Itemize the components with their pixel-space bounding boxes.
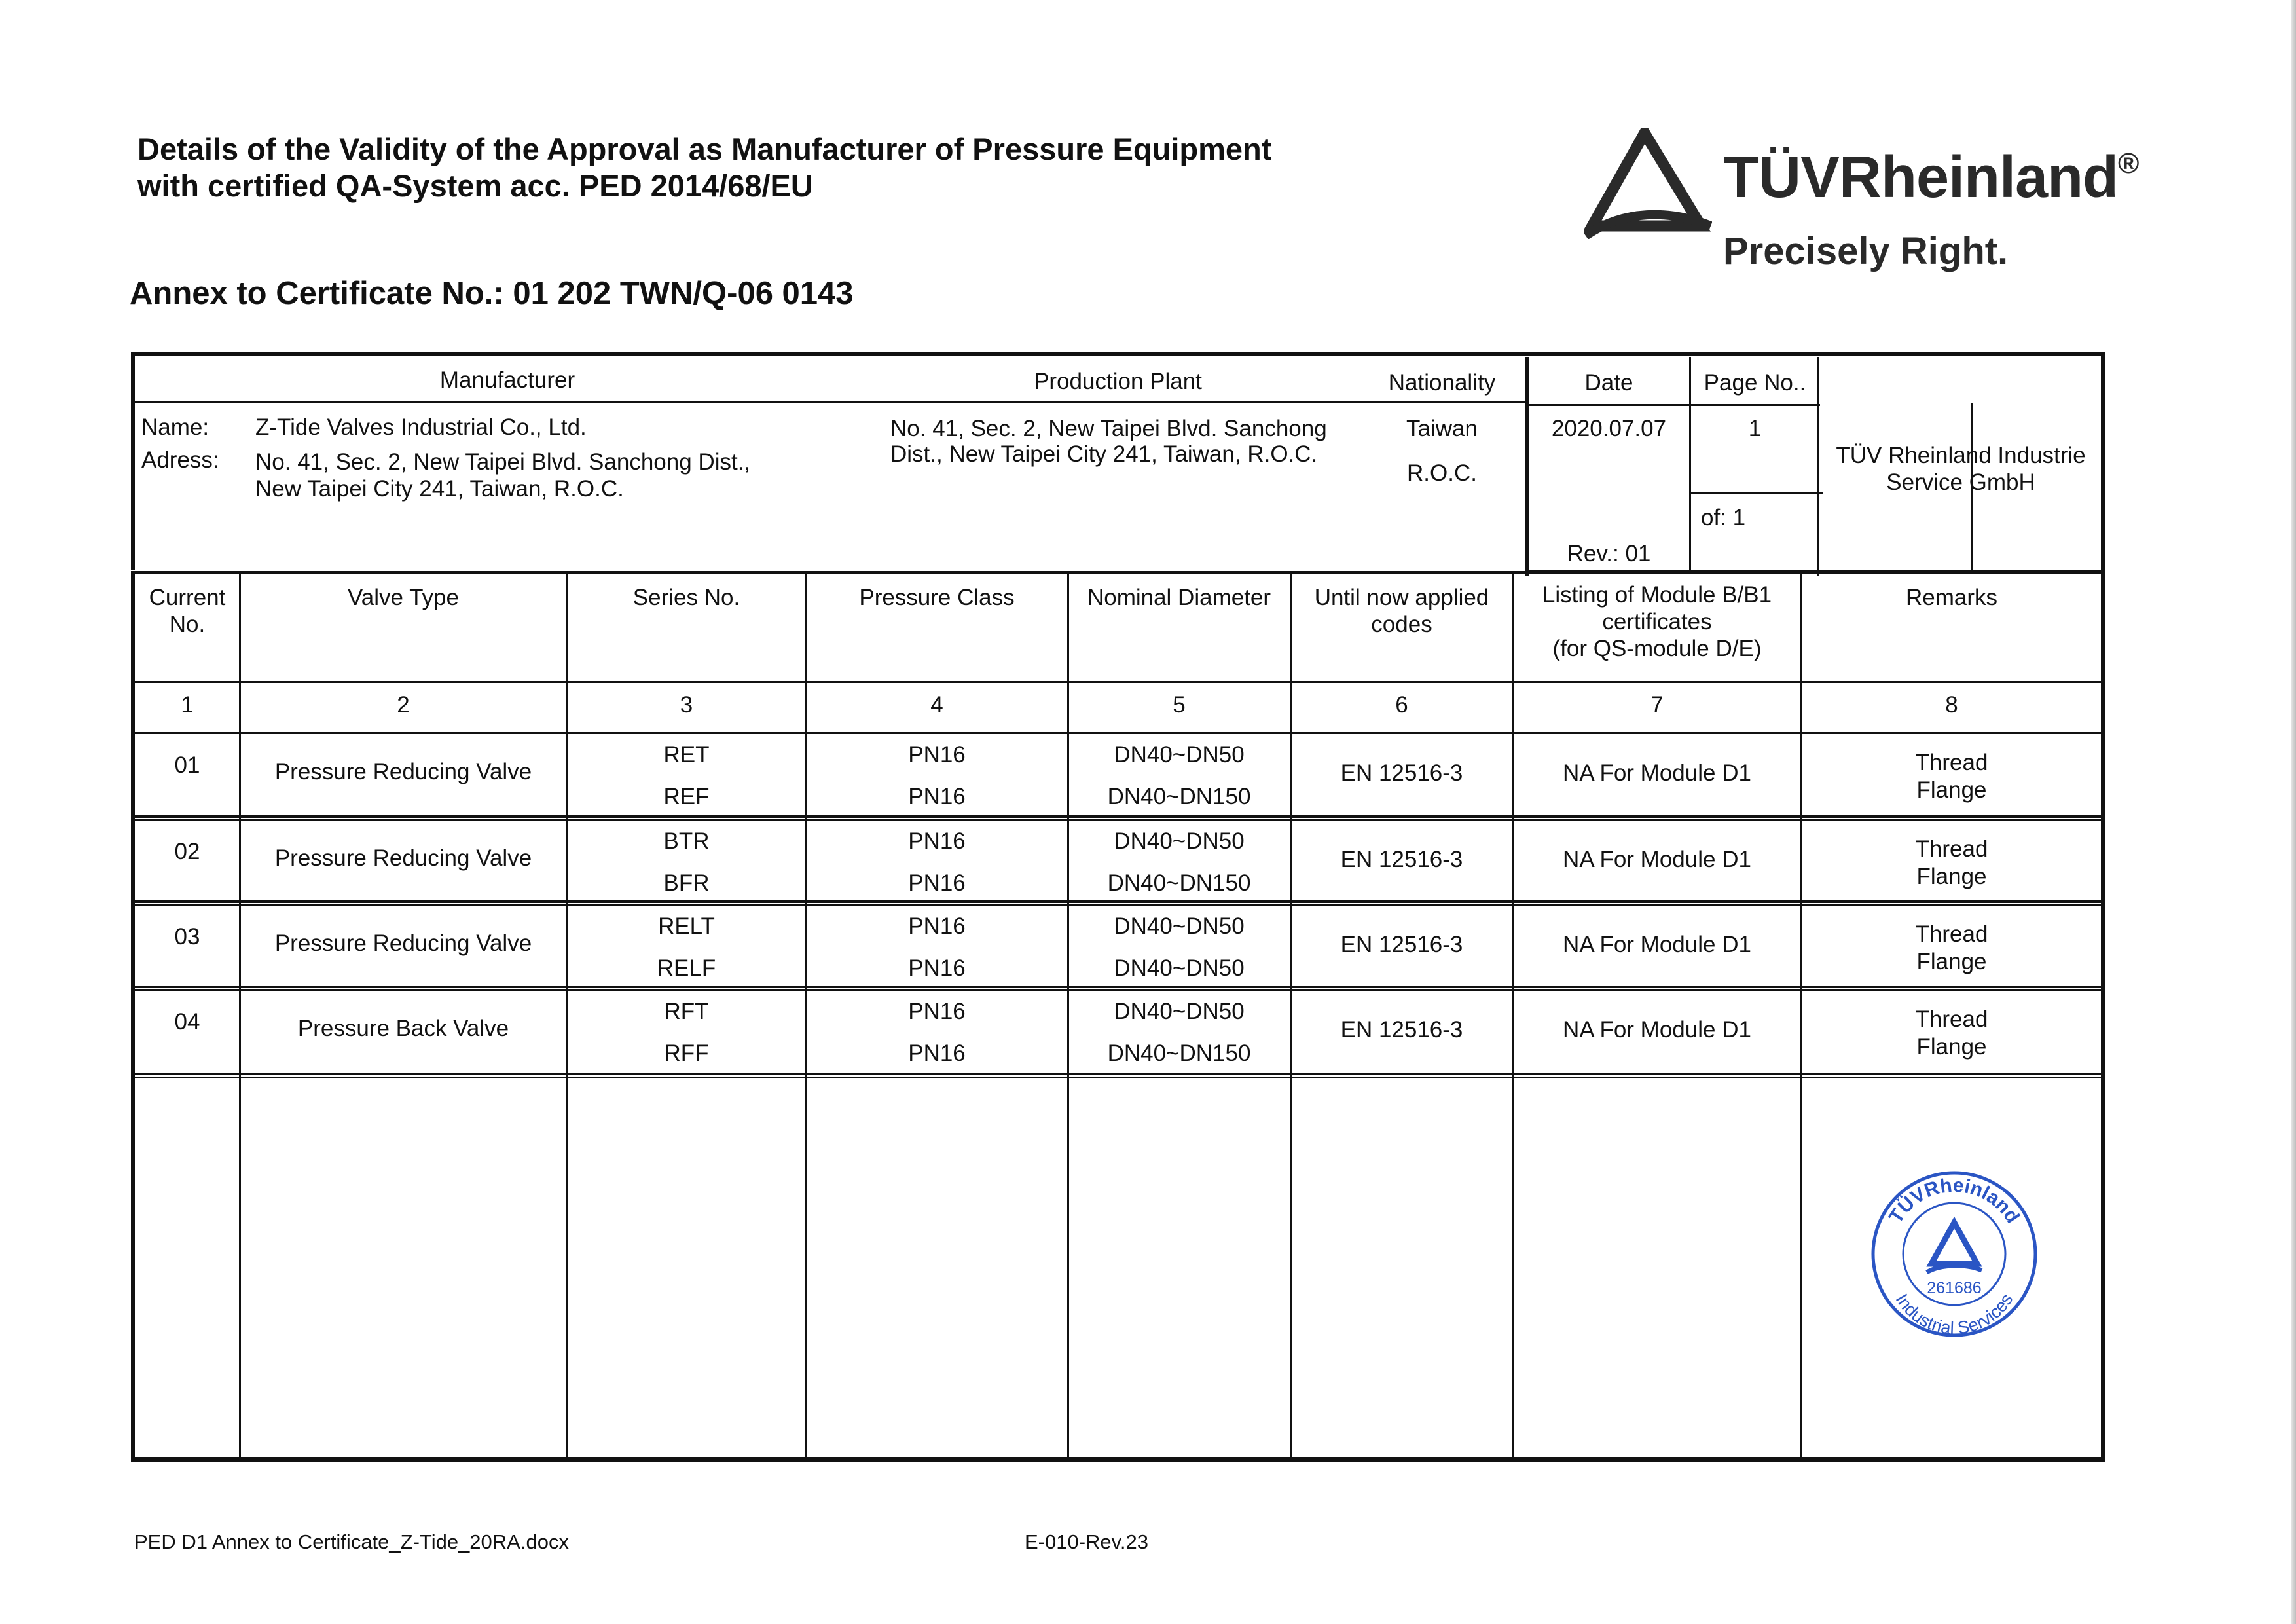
tuv-logo — [1578, 128, 2174, 278]
column-number: 8 — [1945, 692, 1958, 718]
column-number: 2 — [397, 692, 410, 718]
data-row-divider-shadow — [134, 989, 2102, 991]
column-header-label: Remarks — [1905, 585, 1998, 610]
remarks-value: Thread — [1915, 836, 1988, 862]
data-row-divider-shadow — [134, 904, 2102, 906]
diameter-value: DN40~DN50 — [1114, 999, 1245, 1024]
footer-filename: PED D1 Annex to Certificate_Z-Tide_20RA.docx — [134, 1530, 569, 1553]
date-value: 2020.07.07 — [1551, 416, 1667, 441]
page-of-total: of: 1 — [1701, 505, 1746, 530]
tuv-certification-stamp — [1869, 1169, 2039, 1339]
header-production-plant: Production Plant — [1034, 369, 1202, 394]
column-header-label: Until now applied — [1314, 585, 1489, 610]
data-row-divider-shadow — [134, 1077, 2102, 1078]
remarks-value: Thread — [1915, 921, 1988, 947]
column-number: 4 — [930, 692, 943, 718]
series-value: RFF — [664, 1041, 709, 1066]
row-number: 03 — [174, 924, 200, 950]
column-number: 7 — [1650, 692, 1664, 718]
title-line-1: Details of the Validity of the Approval as Manufacturer of Pressure Equipment — [137, 132, 1272, 166]
series-value: BFR — [663, 870, 710, 896]
stamp-top-text: TÜVRheinland — [1885, 1174, 2024, 1227]
row-number: 02 — [174, 839, 200, 864]
table-border-right — [2101, 571, 2105, 1462]
manufacturer-name-label: Name: — [141, 415, 210, 440]
valve-type: Pressure Reducing Valve — [274, 759, 532, 784]
issuer-line-2: Service GmbH — [1886, 470, 2035, 495]
pressure-value: PN16 — [908, 742, 966, 767]
header-row-divider — [134, 681, 2102, 683]
nationality-line-2: R.O.C. — [1407, 460, 1477, 486]
diameter-value: DN40~DN150 — [1107, 1041, 1251, 1066]
remarks-value: Flange — [1916, 949, 1987, 974]
manufacturer-address-label: Adress: — [141, 447, 219, 473]
column-number: 5 — [1173, 692, 1186, 718]
row-number: 01 — [174, 752, 200, 778]
pressure-value: PN16 — [908, 784, 966, 809]
column-divider — [566, 571, 568, 1457]
remarks-value: Flange — [1916, 777, 1987, 803]
column-divider — [1067, 571, 1069, 1457]
nationality-line-1: Taiwan — [1406, 416, 1478, 441]
column-header-label: Series No. — [632, 585, 740, 610]
plant-address-line-2: Dist., New Taipei City 241, Taiwan, R.O.C. — [890, 441, 1318, 467]
pressure-value: PN16 — [908, 828, 966, 854]
header-underline-right — [1525, 404, 1820, 406]
column-header-label: Current — [149, 585, 226, 610]
table-border-top — [131, 571, 2105, 574]
data-row-divider — [134, 1073, 2102, 1075]
series-value: BTR — [663, 828, 710, 854]
manufacturer-name: Z-Tide Valves Industrial Co., Ltd. — [255, 415, 587, 440]
valve-type: Pressure Back Valve — [297, 1016, 509, 1041]
header-nationality: Nationality — [1388, 370, 1496, 396]
stamp-triangle-icon — [1931, 1223, 1977, 1264]
data-row-divider — [134, 900, 2102, 903]
data-row-divider — [134, 986, 2102, 988]
header-page-no: Page No.. — [1704, 370, 1806, 396]
applied-code: EN 12516-3 — [1340, 760, 1463, 786]
column-header-label: Listing of Module B/B1 — [1542, 582, 1772, 608]
column-divider — [805, 571, 807, 1457]
box-border-top — [131, 352, 2105, 356]
valve-type: Pressure Reducing Valve — [274, 845, 532, 871]
valve-type: Pressure Reducing Valve — [274, 931, 532, 956]
stamp-number: 261686 — [1927, 1279, 1982, 1297]
diameter-value: DN40~DN150 — [1107, 870, 1251, 896]
data-row-divider — [134, 815, 2102, 818]
number-row-divider — [134, 732, 2102, 734]
data-row-divider-shadow — [134, 819, 2102, 821]
title-line-2: with certified QA-System acc. PED 2014/68/EU — [137, 168, 813, 203]
remarks-value: Flange — [1916, 864, 1987, 889]
tuv-triangle-icon — [1584, 128, 1712, 239]
remarks-value: Flange — [1916, 1034, 1987, 1060]
column-header-label: (for QS-module D/E) — [1552, 636, 1762, 661]
applied-code: EN 12516-3 — [1340, 1017, 1463, 1043]
footer-form-id: E-010-Rev.23 — [1025, 1530, 1148, 1553]
pressure-value: PN16 — [908, 955, 966, 981]
logo-tagline: Precisely Right. — [1723, 230, 2009, 272]
column-divider — [1800, 571, 1802, 1457]
annex-certificate-number: Annex to Certificate No.: 01 202 TWN/Q-06 0143 — [130, 276, 854, 311]
manufacturer-address-line-2: New Taipei City 241, Taiwan, R.O.C. — [255, 476, 624, 502]
header-manufacturer: Manufacturer — [439, 367, 575, 393]
scan-edge-shadow — [2291, 0, 2296, 1624]
column-divider — [1512, 571, 1514, 1457]
table-border-left — [131, 571, 135, 1462]
module-listing: NA For Module D1 — [1563, 760, 1751, 786]
pressure-value: PN16 — [908, 999, 966, 1024]
column-header-label: Valve Type — [348, 585, 459, 610]
module-listing: NA For Module D1 — [1563, 932, 1751, 957]
table-border-bottom — [131, 1457, 2105, 1462]
plant-address-line-1: No. 41, Sec. 2, New Taipei Blvd. Sanchong — [890, 416, 1327, 441]
document-title — [137, 131, 1271, 204]
series-value: RELT — [658, 913, 715, 939]
pressure-value: PN16 — [908, 1041, 966, 1066]
page-number: 1 — [1748, 416, 1762, 441]
header-underline-left — [134, 401, 1525, 403]
pressure-value: PN16 — [908, 913, 966, 939]
module-listing: NA For Module D1 — [1563, 847, 1751, 872]
applied-code: EN 12516-3 — [1340, 847, 1463, 872]
series-value: REF — [663, 784, 710, 809]
diameter-value: DN40~DN50 — [1114, 913, 1245, 939]
column-header-label: codes — [1371, 612, 1432, 637]
series-value: RELF — [657, 955, 716, 981]
pressure-value: PN16 — [908, 870, 966, 896]
stamp-bottom-text: Industrial Services — [1891, 1290, 2017, 1338]
column-header-label: No. — [169, 612, 206, 637]
column-header-label: certificates — [1602, 609, 1712, 635]
remarks-value: Thread — [1915, 1006, 1988, 1032]
issuer-line-1: TÜV Rheinland Industrie — [1836, 443, 2086, 468]
header-date: Date — [1584, 370, 1633, 396]
diameter-value: DN40~DN150 — [1107, 784, 1251, 809]
revision-value: Rev.: 01 — [1567, 541, 1651, 566]
column-divider — [1290, 571, 1292, 1457]
column-header-label: Nominal Diameter — [1087, 585, 1271, 610]
series-value: RET — [663, 742, 710, 767]
column-number: 6 — [1395, 692, 1408, 718]
row-number: 04 — [174, 1009, 200, 1035]
diameter-value: DN40~DN50 — [1114, 742, 1245, 767]
column-divider — [239, 571, 241, 1457]
logo-brand: TÜVRheinland® — [1723, 145, 2139, 210]
diameter-value: DN40~DN50 — [1114, 955, 1245, 981]
svg-text:Industrial Services — [1892, 1290, 2017, 1338]
column-header-label: Pressure Class — [859, 585, 1015, 610]
page-of-divider — [1689, 492, 1823, 494]
series-value: RFT — [664, 999, 709, 1024]
column-number: 1 — [181, 692, 194, 718]
diameter-value: DN40~DN50 — [1114, 828, 1245, 854]
module-listing: NA For Module D1 — [1563, 1017, 1751, 1043]
remarks-value: Thread — [1915, 750, 1988, 775]
manufacturer-address-line-1: No. 41, Sec. 2, New Taipei Blvd. Sanchong Dist., — [255, 449, 751, 475]
applied-code: EN 12516-3 — [1340, 932, 1463, 957]
column-number: 3 — [680, 692, 693, 718]
